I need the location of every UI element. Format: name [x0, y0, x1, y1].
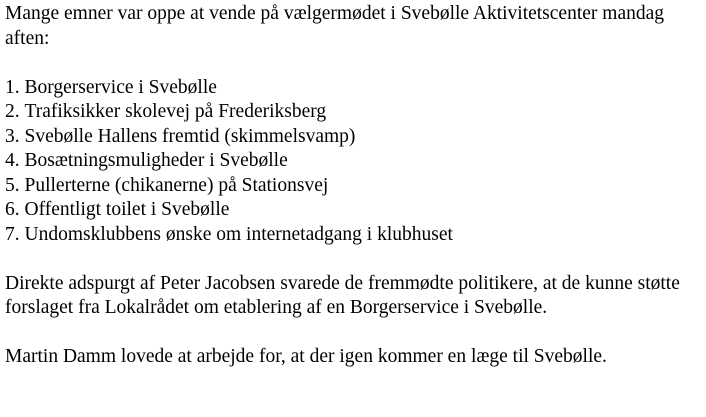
topic-text: Offentligt toilet i Svebølle	[24, 199, 230, 220]
topic-number: 5.	[5, 174, 20, 196]
paragraph-spacer	[5, 247, 701, 272]
topic-number: 2.	[5, 101, 20, 122]
topic-list	[5, 76, 701, 248]
topic-item	[5, 125, 701, 150]
topic-number: 6.	[5, 199, 20, 220]
topic-number: 4.	[5, 150, 20, 171]
closing-paragraph: Martin Damm lovede at arbejde for, at der igen kommer en læge til Svebølle.	[5, 346, 607, 367]
topic-item	[5, 223, 701, 248]
topic-item	[5, 149, 701, 174]
topic-number: 7.	[5, 223, 20, 245]
topic-text: Trafiksikker skolevej på Frederiksberg	[24, 101, 327, 122]
statement-paragraph: Direkte adspurgt af Peter Jacobsen svarede de fremmødte politikere, at de kunne støtte forslaget fra Lokalrådet om etablering af en Borgerservice i Svebølle.	[5, 272, 680, 318]
topic-text: Bosætningsmuligheder i Svebølle	[24, 150, 288, 171]
topic-item	[5, 198, 701, 223]
paragraph-spacer	[5, 321, 701, 346]
topic-item	[5, 174, 701, 199]
topic-text: Undomsklubbens ønske om internetadgang i klubhuset	[24, 223, 453, 245]
topic-text: Pullerterne (chikanerne) på Stationsvej	[24, 174, 329, 196]
topic-number: 1.	[5, 76, 20, 98]
document-body	[5, 2, 701, 370]
paragraph-spacer	[5, 51, 701, 76]
topic-text: Borgerservice i Svebølle	[24, 76, 217, 98]
topic-item	[5, 76, 701, 101]
topic-text: Svebølle Hallens fremtid (skimmelsvamp)	[24, 125, 356, 147]
topic-item	[5, 100, 701, 125]
topic-number: 3.	[5, 125, 20, 147]
intro-paragraph: Mange emner var oppe at vende på vælgermødet i Svebølle Aktivitetscenter mandag aften:	[5, 3, 665, 49]
